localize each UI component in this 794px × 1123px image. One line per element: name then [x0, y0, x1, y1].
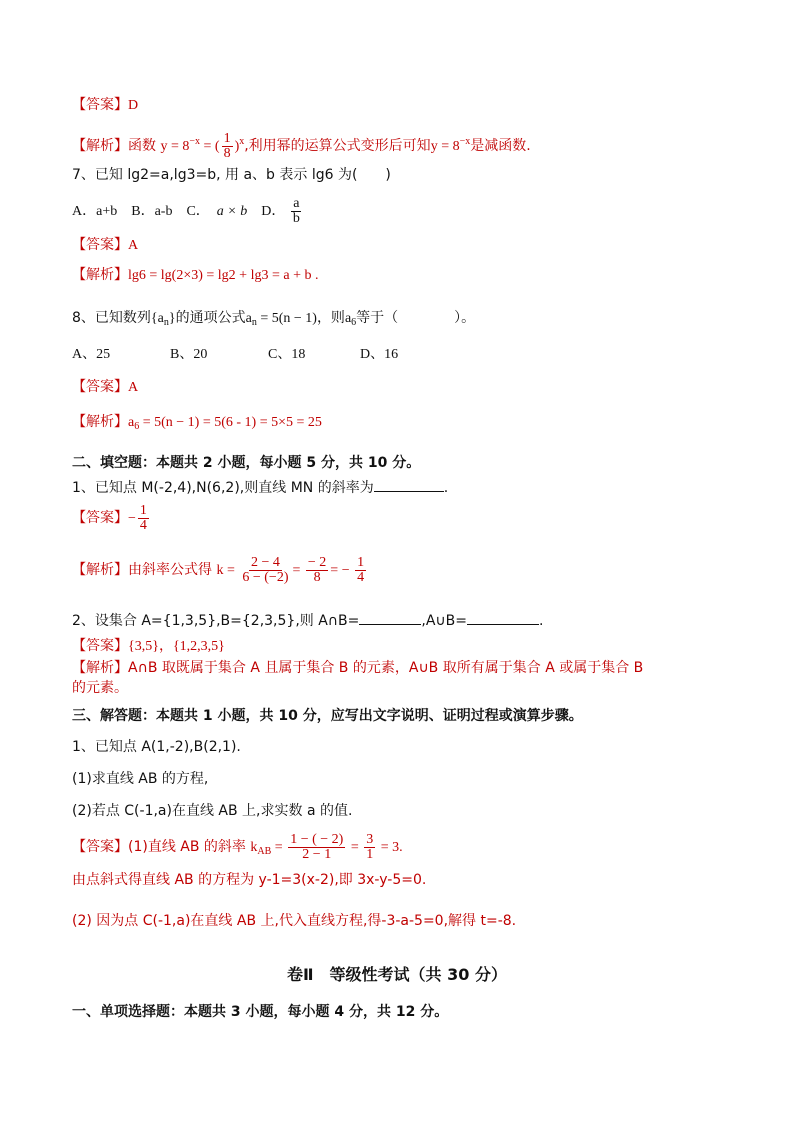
q7-answer-value: A: [128, 238, 139, 253]
answer-tag: 【答案】: [72, 510, 128, 526]
q6-analysis: [72, 126, 531, 163]
q6-answer-value: D: [128, 98, 139, 113]
s3-q1-f2-num: 3: [366, 832, 374, 848]
analysis-tag: 【解析】: [72, 660, 128, 676]
q6-analysis-text: 函数: [128, 138, 156, 154]
s3-q1-k: k: [250, 840, 258, 855]
q8-a6-sub: 6: [351, 317, 357, 328]
q8-text1: 8、已知数列: [72, 310, 151, 326]
part2-title: 卷Ⅱ 等级性考试（共 30 分）: [287, 965, 507, 984]
q8-seq-close: }: [168, 311, 176, 326]
s3-q1-slope-expr: $k_{AB}$ = $\frac{1 - ( - 2)}{2 - 1}$ = $\frac{3}{1}$ = 3.: [250, 832, 403, 863]
q8-text2: 的通项公式: [175, 310, 246, 326]
q6-fraction: [222, 132, 233, 161]
s3-q1-part2: (2)若点 C(-1,a)在直线 AB 上,求实数 a 的值.: [72, 803, 353, 819]
q7-question: 7、已知 lg2=a,lg3=b, 用 a、b 表示 lg6 为( ): [72, 167, 391, 183]
analysis-tag: 【解析】: [72, 138, 128, 154]
q7-options: [72, 196, 304, 228]
analysis-tag: 【解析】: [72, 562, 128, 578]
s3-q1-f1-num: 1 − ( − 2): [290, 832, 344, 848]
s3-q1-frac1: [288, 833, 345, 862]
section3-title: 三、解答题：本题共 1 小题，共 10 分，应写出文字说明、证明过程或演算步骤。: [72, 708, 583, 724]
q7-d-den: b: [292, 211, 300, 227]
s2-q1-f1-den: 6 − (−2): [242, 570, 289, 586]
answer-tag: 【答案】: [72, 97, 128, 113]
q7-option-d-label: D．: [261, 204, 286, 219]
s2-q2-analysis-line2: 的元素。: [72, 680, 128, 696]
s2-q2-end: .: [539, 613, 544, 629]
s2-q2-text-a: 2、设集合 A={1,3,5},B={2,3,5},则 A∩B=: [72, 613, 360, 629]
q8-option-b: B、20: [170, 347, 208, 362]
s2-q1-ans-num: 1: [139, 503, 147, 519]
s2-q1-f2-den: 8: [313, 570, 321, 586]
q8-analysis-sub: 6: [134, 421, 140, 432]
part2-section1-title: 一、单项选择题：本题共 3 小题，每小题 4 分，共 12 分。: [72, 1004, 449, 1020]
s3-q1-part1: (1)求直线 AB 的方程,: [72, 771, 209, 787]
s3-q1-frac2: [364, 833, 375, 862]
q7-option-c: a × b: [216, 204, 248, 219]
s2-q1-question: [72, 479, 448, 497]
q8-text3: ，则: [316, 310, 345, 326]
s2-q1-k: k =: [216, 563, 235, 578]
answer-tag: 【答案】: [72, 638, 128, 654]
s2-q1-answer: [72, 500, 151, 537]
q7-option-d-fraction: [291, 197, 302, 226]
s3-q1-f2-den: 1: [366, 847, 374, 863]
q6-analysis-text3: 是减函数.: [470, 138, 531, 154]
s2-q2-text-b: ,A∪B=: [421, 613, 467, 629]
analysis-tag: 【解析】: [72, 267, 128, 283]
q8-options: [72, 346, 398, 364]
s2-q1-sign: −: [128, 511, 136, 526]
s2-q1-end: .: [443, 480, 449, 496]
answer-blank: [374, 491, 444, 492]
s3-q1-answer: [72, 827, 403, 872]
s3-q1-k-sub: AB: [257, 846, 272, 857]
q7-answer: [72, 236, 138, 255]
q7-analysis-expr: lg6 = lg(2×3) = lg2 + lg3 = a + b .: [128, 268, 319, 283]
q8-answer-value: A: [128, 380, 139, 395]
q8-seq: [151, 311, 176, 326]
s2-q1-f3-num: 1: [357, 555, 365, 571]
q8-analysis: [72, 413, 322, 436]
s2-q1-analysis-expr: [216, 555, 368, 586]
q8-option-a: A、25: [72, 347, 111, 362]
q6-expr1-base: y = 8: [160, 139, 190, 154]
s2-q1-analysis-text: 由斜率公式得: [128, 562, 212, 578]
q6-paren: ): [234, 139, 240, 154]
analysis-tag: 【解析】: [72, 414, 128, 430]
q7-option-c-label: C．: [186, 204, 210, 219]
q6-expr1: [160, 131, 245, 162]
q6-analysis-text2: ,利用幂的运算公式变形后可知: [244, 138, 431, 154]
q8-seq-sub: n: [163, 317, 169, 328]
q8-option-d: D、16: [360, 347, 399, 362]
q6-expr2: [430, 136, 471, 154]
s3-q1-f1-den: 2 − 1: [302, 847, 332, 863]
q6-expr1-exp: −x: [189, 136, 200, 147]
s3-q1-answer-text: (1)直线 AB 的斜率: [128, 839, 246, 855]
q8-option-c: C、18: [268, 347, 306, 362]
q8-question: [72, 309, 475, 332]
q7-analysis: [72, 266, 318, 285]
q8-formula-sub: n: [251, 317, 257, 328]
answer-blank: [467, 624, 539, 625]
s2-q2-answer-value: {3,5}，{1,2,3,5}: [128, 639, 225, 654]
q8-a6-a: a: [344, 311, 352, 326]
s2-q2-analysis-line1: A∩B 取既属于集合 A 且属于集合 B 的元素，A∪B 取所有属于集合 A 或属于集合 B: [128, 660, 644, 676]
q8-analysis-expr: [128, 415, 322, 430]
q7-option-a: A．a+b: [72, 204, 118, 219]
q6-expr2-base: y = 8: [430, 139, 460, 154]
q8-a6: [345, 311, 356, 326]
s2-q1-f3-den: 4: [357, 570, 365, 586]
s2-q1-eq: =: [292, 563, 301, 578]
s2-q1-ans-den: 4: [139, 518, 147, 534]
s2-q1-analysis: [72, 552, 368, 589]
s2-q1-frac1: [240, 556, 290, 585]
answer-blank: [359, 624, 421, 625]
q8-formula-a: a: [245, 311, 252, 326]
s2-q2-answer: [72, 637, 225, 656]
s3-q1-result: = 3.: [380, 840, 403, 855]
q8-analysis-rest: = 5(n − 1) = 5(6 - 1) = 5×5 = 25: [139, 415, 322, 430]
s2-q1-f1-num: 2 − 4: [250, 555, 280, 571]
answer-tag: 【答案】: [72, 237, 128, 253]
s2-q2-question: [72, 612, 543, 630]
q6-frac-num: 1: [223, 131, 231, 147]
q6-exp2: x: [239, 136, 245, 147]
s2-q1-text: 1、已知点 M(-2,4),N(6,2),则直线 MN 的斜率为: [72, 480, 374, 496]
s3-q1-answer-line3: (2) 因为点 C(-1,a)在直线 AB 上,代入直线方程,得-3-a-5=0,解得 t=-8.: [72, 913, 517, 929]
q8-formula: [246, 311, 317, 326]
q6-eq: = (: [200, 139, 220, 154]
s2-q1-f2-num: − 2: [307, 555, 327, 571]
q6-expr2-exp: −x: [459, 136, 471, 147]
s3-q1-eq: =: [271, 840, 283, 855]
q8-text4: 等于（ ）。: [356, 310, 476, 326]
q6-frac-den: 8: [223, 146, 231, 162]
s3-q1-answer-line2: 由点斜式得直线 AB 的方程为 y-1=3(x-2),即 3x-y-5=0.: [72, 872, 427, 888]
s2-q1-frac3: [355, 556, 366, 585]
q6-answer: [72, 96, 138, 115]
s2-q1-eq2: = −: [330, 563, 350, 578]
q7-option-b: B．a-b: [131, 204, 173, 219]
section2-title: 二、填空题：本题共 2 小题，每小题 5 分，共 10 分。: [72, 455, 421, 471]
s2-q2-analysis: [72, 659, 643, 677]
s2-q1-answer-frac: [138, 504, 149, 533]
q8-analysis-a: a: [128, 415, 135, 430]
s2-q1-frac2: [306, 556, 328, 585]
q7-d-num: a: [293, 196, 300, 212]
q8-answer: [72, 378, 138, 397]
s3-q1-question: 1、已知点 A(1,-2),B(2,1).: [72, 739, 241, 755]
s2-q1-answer-expr: [128, 503, 151, 534]
q8-formula-rest: = 5(n − 1): [256, 311, 317, 326]
answer-tag: 【答案】: [72, 379, 128, 395]
q8-seq-a: {a: [150, 311, 164, 326]
answer-tag: 【答案】: [72, 839, 128, 855]
